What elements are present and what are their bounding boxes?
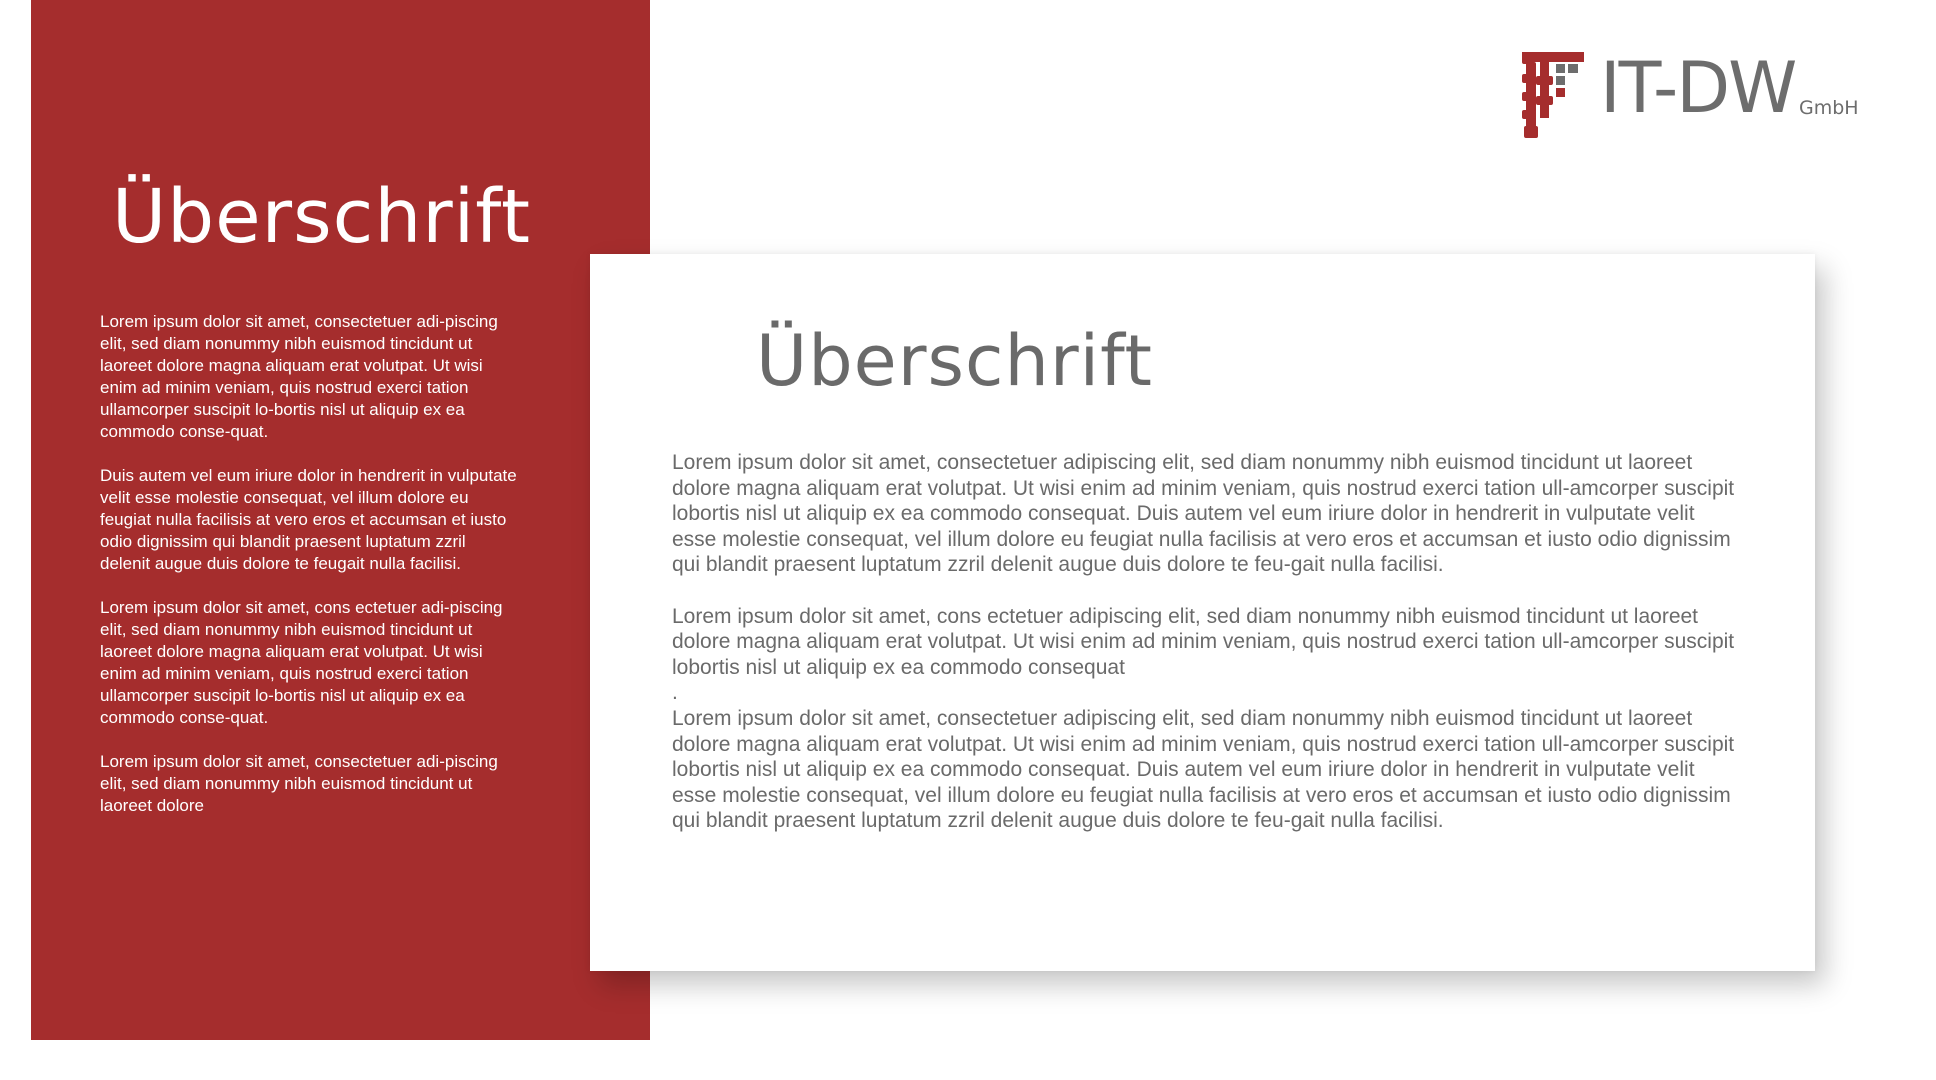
card-paragraph: Lorem ipsum dolor sit amet, cons ectetuer adipiscing elit, sed diam nonummy nibh euismod tincidunt ut laoreet dolore magna aliquam erat volutpat. Ut wisi enim ad minim veniam, quis nostrud exerci tation ull-amcorper suscipit lobortis nisl ut aliquip ex ea commodo consequat [672,604,1735,679]
company-logo [1522,47,1862,142]
panel-paragraph: Lorem ipsum dolor sit amet, consectetuer adi-piscing elit, sed diam nonummy nibh euismod tincidunt ut laoreet dolore [100,752,498,815]
card-text [672,450,1744,834]
panel-paragraph: Lorem ipsum dolor sit amet, consectetuer adi-piscing elit, sed diam nonummy nibh euismod tincidunt ut laoreet dolore magna aliquam erat volutpat. Ut wisi enim ad minim veniam, quis nostrud exerci tation ullamcorper suscipit lo-bortis nisl ut aliquip ex ea commodo conse-quat. [100,312,498,441]
card-paragraph: Lorem ipsum dolor sit amet, consectetuer adipiscing elit, sed diam nonummy nibh euismod tincidunt ut laoreet dolore magna aliquam erat volutpat. Ut wisi enim ad minim veniam, quis nostrud exerci tation ull-amcorper suscipit lobortis nisl ut aliquip ex ea commodo consequat. Duis autem vel eum iriure dolor in hendrerit in vulputate velit esse molestie consequat, vel illum dolore eu feugiat nulla facilisis at vero eros et accumsan et iusto odio dignissim qui blandit praesent luptatum zzril delenit augue duis dolore te feu-gait nulla facilisi. [672,706,1735,833]
panel-paragraph: Duis autem vel eum iriure dolor in hendrerit in vulputate velit esse molestie consequat, vel illum dolore eu feugiat nulla facilisis at vero eros et accumsan et iusto odio dignissim qui blandit praesent luptatum zzril delenit augue duis dolore te feugait nulla facilisi. [100,466,517,573]
red-side-panel [31,0,650,1040]
paragraph-spacer [672,578,1744,604]
panel-text [100,311,520,839]
circuit-t-icon [1522,52,1588,138]
card-heading: Überschrift [756,320,1153,402]
panel-heading: Überschrift [112,174,531,260]
panel-paragraph: Lorem ipsum dolor sit amet, cons ectetuer adi-piscing elit, sed diam nonummy nibh euismod tincidunt ut laoreet dolore magna aliquam erat volutpat. Ut wisi enim ad minim veniam, quis nostrud exerci tation ullamcorper suscipit lo-bortis nisl ut aliquip ex ea commodo conse-quat. [100,598,503,727]
logo-wordmark: IT-DW [1600,47,1796,129]
logo-suffix: GmbH [1799,97,1859,119]
content-card [590,254,1815,971]
card-paragraph: Lorem ipsum dolor sit amet, consectetuer adipiscing elit, sed diam nonummy nibh euismod tincidunt ut laoreet dolore magna aliquam erat volutpat. Ut wisi enim ad minim veniam, quis nostrud exerci tation ull-amcorper suscipit lobortis nisl ut aliquip ex ea commodo consequat. Duis autem vel eum iriure dolor in hendrerit in vulputate velit esse molestie consequat, vel illum dolore eu feugiat nulla facilisis at vero eros et accumsan et iusto odio dignissim qui blandit praesent luptatum zzril delenit augue duis dolore te feu-gait nulla facilisi. [672,451,1735,577]
card-separator: . [672,681,678,705]
